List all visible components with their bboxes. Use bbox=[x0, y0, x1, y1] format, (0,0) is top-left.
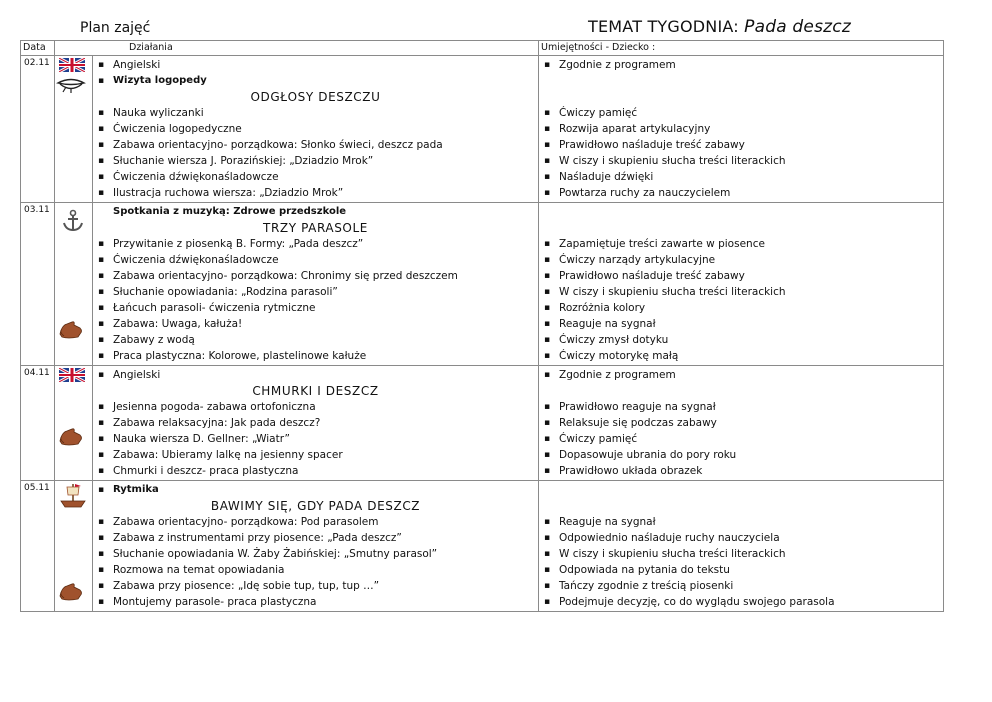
header-activities: Działania bbox=[55, 41, 539, 56]
day-topic-title: CHMURKI I DESZCZ bbox=[252, 384, 379, 398]
activity-item: ▪ Jesienna pogoda- zabawa ortofoniczna bbox=[93, 399, 538, 415]
hand-icon bbox=[58, 426, 84, 446]
activity-item: ▪ Łańcuch parasoli- ćwiczenia rytmiczne bbox=[93, 300, 538, 316]
weekly-plan-table bbox=[20, 40, 944, 612]
day-skills bbox=[539, 481, 944, 612]
activity-item: ▪ Angielski bbox=[93, 367, 538, 383]
uk-flag-icon bbox=[59, 368, 85, 382]
skill-item: ▪ W ciszy i skupieniu słucha treści literackich bbox=[539, 546, 943, 562]
day-icons bbox=[55, 203, 93, 366]
ship-icon bbox=[59, 483, 87, 509]
activity-item: ▪ Zabawa: Ubieramy lalkę na jesienny spacer bbox=[93, 447, 538, 463]
activity-item: ▪ Nauka wyliczanki bbox=[93, 105, 538, 121]
skill-item: ▪ Powtarza ruchy za nauczycielem bbox=[539, 185, 943, 201]
activity-item: ▪ Ćwiczenia dźwiękonaśladowcze bbox=[93, 252, 538, 268]
day-date: 04.11 bbox=[21, 366, 55, 481]
day-icons bbox=[55, 366, 93, 481]
skill-item: ▪ Prawidłowo naśladuje treść zabawy bbox=[539, 137, 943, 153]
day-date: 05.11 bbox=[21, 481, 55, 612]
day-row bbox=[21, 56, 944, 203]
skill-item: ▪ Rozwija aparat artykulacyjny bbox=[539, 121, 943, 137]
day-activities bbox=[93, 481, 539, 612]
skill-item: ▪ Zgodnie z programem bbox=[539, 367, 943, 383]
skill-item: ▪ Odpowiednio naśladuje ruchy nauczyciela bbox=[539, 530, 943, 546]
skill-item: ▪ Prawidłowo układa obrazek bbox=[539, 463, 943, 479]
activity-item: ▪ Ilustracja ruchowa wiersza: „Dziadzio Mrok” bbox=[93, 185, 538, 201]
skill-item: ▪ Zapamiętuje treści zawarte w piosence bbox=[539, 236, 943, 252]
speech-mouth-icon bbox=[56, 77, 86, 93]
day-skills bbox=[539, 203, 944, 366]
activity-item: ▪ Słuchanie wiersza J. Porazińskiej: „Dziadzio Mrok” bbox=[93, 153, 538, 169]
activity-item: ▪ Zabawa orientacyjno- porządkowa: Pod parasolem bbox=[93, 514, 538, 530]
activity-item: ▪ Zabawa relaksacyjna: Jak pada deszcz? bbox=[93, 415, 538, 431]
week-theme bbox=[588, 17, 851, 37]
header-date: Data bbox=[21, 41, 55, 56]
activity-item: ▪ Słuchanie opowiadania: „Rodzina parasoli” bbox=[93, 284, 538, 300]
skill-item: ▪ Prawidłowo reaguje na sygnał bbox=[539, 399, 943, 415]
skill-item: ▪ W ciszy i skupieniu słucha treści literackich bbox=[539, 284, 943, 300]
skill-spacer bbox=[539, 204, 943, 220]
skill-item: ▪ Odpowiada na pytania do tekstu bbox=[539, 562, 943, 578]
skill-item: ▪ W ciszy i skupieniu słucha treści literackich bbox=[539, 153, 943, 169]
skill-item: ▪ Ćwiczy narządy artykulacyjne bbox=[539, 252, 943, 268]
activity-item: ▪ Chmurki i deszcz- praca plastyczna bbox=[93, 463, 538, 479]
skill-spacer bbox=[539, 220, 943, 236]
table-header-row bbox=[21, 41, 944, 56]
activity-item: ▪ Zabawa przy piosence: „Idę sobie tup, tup, tup …” bbox=[93, 578, 538, 594]
skill-item: ▪ Ćwiczy motorykę małą bbox=[539, 348, 943, 364]
day-skills bbox=[539, 366, 944, 481]
skill-item: ▪ Ćwiczy pamięć bbox=[539, 105, 943, 121]
skill-item: ▪ Zgodnie z programem bbox=[539, 57, 943, 73]
activity-heading: Spotkania z muzyką: Zdrowe przedszkole bbox=[113, 206, 347, 217]
day-date: 02.11 bbox=[21, 56, 55, 203]
theme-value: Pada deszcz bbox=[744, 17, 851, 37]
skill-item: ▪ Rozróżnia kolory bbox=[539, 300, 943, 316]
hand-icon bbox=[58, 319, 84, 339]
activity-item: ▪ Zabawa orientacyjno- porządkowa: Chronimy się przed deszczem bbox=[93, 268, 538, 284]
skill-item: ▪ Podejmuje decyzję, co do wyglądu swojego parasola bbox=[539, 594, 943, 610]
skill-spacer bbox=[539, 73, 943, 89]
activity-item: ▪ Montujemy parasole- praca plastyczna bbox=[93, 594, 538, 610]
day-date: 03.11 bbox=[21, 203, 55, 366]
activity-item: ▪ Angielski bbox=[93, 57, 538, 73]
skill-item: ▪ Reaguje na sygnał bbox=[539, 316, 943, 332]
activity-item: ▪ Zabawa z instrumentami przy piosence: „Pada deszcz” bbox=[93, 530, 538, 546]
activity-item: ▪ Praca plastyczna: Kolorowe, plastelinowe kałuże bbox=[93, 348, 538, 364]
skill-item: ▪ Naśladuje dźwięki bbox=[539, 169, 943, 185]
hand-icon bbox=[58, 581, 84, 601]
skill-spacer bbox=[539, 482, 943, 498]
header-skills: Umiejętności - Dziecko : bbox=[539, 41, 944, 56]
activity-item: ▪ Ćwiczenia logopedyczne bbox=[93, 121, 538, 137]
day-topic-title: BAWIMY SIĘ, GDY PADA DESZCZ bbox=[210, 499, 421, 513]
activity-item: ▪ Ćwiczenia dźwiękonaśladowcze bbox=[93, 169, 538, 185]
day-topic-title: ODGŁOSY DESZCZU bbox=[250, 90, 381, 104]
skill-spacer bbox=[539, 498, 943, 514]
skill-spacer bbox=[539, 89, 943, 105]
day-activities bbox=[93, 56, 539, 203]
skill-item: ▪ Ćwiczy pamięć bbox=[539, 431, 943, 447]
activity-item: ▪ Wizyta logopedy bbox=[93, 73, 538, 89]
day-topic-title: TRZY PARASOLE bbox=[263, 221, 368, 235]
skill-item: ▪ Relaksuje się podczas zabawy bbox=[539, 415, 943, 431]
skill-item: ▪ Prawidłowo naśladuje treść zabawy bbox=[539, 268, 943, 284]
skill-item: ▪ Ćwiczy zmysł dotyku bbox=[539, 332, 943, 348]
activity-item: ▪ Nauka wiersza D. Gellner: „Wiatr” bbox=[93, 431, 538, 447]
activity-item: ▪ Słuchanie opowiadania W. Żaby Żabińskiej: „Smutny parasol” bbox=[93, 546, 538, 562]
activity-item: ▪ Rozmowa na temat opowiadania bbox=[93, 562, 538, 578]
day-activities bbox=[93, 366, 539, 481]
uk-flag-icon bbox=[59, 58, 85, 72]
activity-item: ▪ Rytmika bbox=[93, 482, 538, 498]
skill-item: ▪ Dopasowuje ubrania do pory roku bbox=[539, 447, 943, 463]
day-row bbox=[21, 366, 944, 481]
activity-item: ▪ Przywitanie z piosenką B. Formy: „Pada deszcz” bbox=[93, 236, 538, 252]
activity-item: ▪ Zabawa orientacyjno- porządkowa: Słonko świeci, deszcz pada bbox=[93, 137, 538, 153]
skill-spacer bbox=[539, 383, 943, 399]
anchor-icon bbox=[61, 209, 85, 233]
day-skills bbox=[539, 56, 944, 203]
activity-item: ▪ Zabawy z wodą bbox=[93, 332, 538, 348]
day-row bbox=[21, 481, 944, 612]
day-icons bbox=[55, 56, 93, 203]
plan-title: Plan zajęć bbox=[80, 20, 151, 36]
activity-item: ▪ Zabawa: Uwaga, kałuża! bbox=[93, 316, 538, 332]
skill-item: ▪ Tańczy zgodnie z treścią piosenki bbox=[539, 578, 943, 594]
day-row bbox=[21, 203, 944, 366]
skill-item: ▪ Reaguje na sygnał bbox=[539, 514, 943, 530]
theme-label: TEMAT TYGODNIA: bbox=[588, 17, 739, 36]
day-activities bbox=[93, 203, 539, 366]
day-icons bbox=[55, 481, 93, 612]
